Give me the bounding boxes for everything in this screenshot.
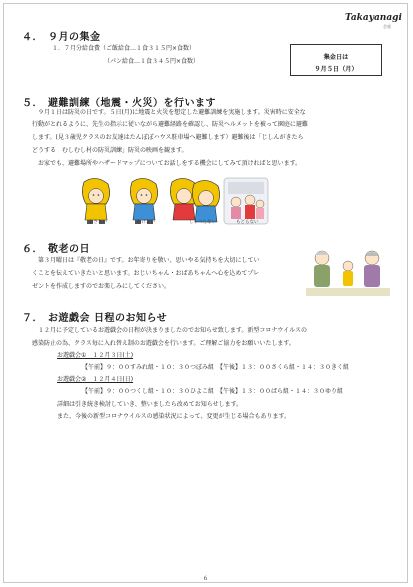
- section-7-heading: [22, 309, 167, 324]
- collection-date-label: 集金日は: [323, 54, 349, 61]
- collection-date-value: ９月５日（月）: [314, 66, 358, 73]
- lunch-fee-rice: １．７月分給食費（ご飯給食…１食３１５円×食数）: [52, 45, 196, 52]
- drill-text-line: どうする むしむし村の防災訓練」防災の映画を観ます。: [32, 147, 188, 154]
- recital-day2: お遊戯会② １２月４日(日): [57, 376, 134, 383]
- rule-caption: かけない: [137, 220, 155, 225]
- recital-day1-schedule: 【午前】９：００すみれ組・１０：３０つぼみ組 【午後】１３：００さくら組・１４：３０きく組: [82, 364, 350, 371]
- section-title: お遊戯会 日程のお知らせ: [48, 313, 168, 324]
- section-number: ５．: [22, 98, 43, 109]
- section-number: ６．: [22, 244, 43, 255]
- section-title: 避難訓練（地震・火災）を行います: [48, 98, 216, 109]
- page-number: ６: [202, 576, 209, 582]
- section-5-heading: [22, 94, 216, 109]
- recital-note-line: 詳細は引き続き検討していき、整いましたら改めてお知らせします。: [57, 401, 243, 408]
- section-6-heading: [22, 240, 90, 255]
- drill-text-line: ９月１日は防災の日です。５日(月)に地震と火災を想定した避難訓練を実施します。災害時に安全な: [32, 109, 306, 116]
- newsletter-page: [3, 3, 408, 583]
- children-hood-icon: [170, 178, 219, 222]
- recital-note-line: また、今後の新型コロナウイルスの感染状況によって、変更が生じる場合もあります。: [57, 413, 291, 420]
- grandparents-illustration: [304, 244, 392, 300]
- rule-caption: おさない: [89, 220, 107, 225]
- recital-text-line: １２月に予定しているお遊戯会の日程が決まりましたのでお知らせ致します。新型コロナウイルスの: [32, 327, 307, 334]
- drill-text-line: します。(見３歳児クラスのお友達はたんぽぽハウス駐車場へ避難します）避難後は「じしんがきたら: [32, 134, 304, 141]
- respect-aged-text-line: 第３月曜日は『敬老の日』です。お年寄りを敬い、思いやる気持ちを大切にしてい: [32, 257, 260, 264]
- section-number: ４．: [22, 32, 43, 43]
- section-4-heading: [22, 28, 101, 43]
- child-hood-icon: [82, 178, 109, 224]
- rule-caption: もどらない: [236, 220, 259, 225]
- logo-subtext: 会報: [383, 24, 391, 29]
- rule-caption: しゃべらない: [189, 220, 216, 225]
- recital-day2-schedule: 【午前】９：００つくし組・１０：３０ひよこ組 【午後】１３：００ばら組・１４：３０ゆり組: [82, 388, 344, 395]
- section-title: 敬老の日: [48, 244, 90, 255]
- respect-aged-text-line: ゼントを作成しますのでお楽しみにしてください。: [32, 283, 171, 290]
- recital-day1: お遊戯会① １２月３日(土): [57, 352, 134, 359]
- collection-date-box: [290, 44, 382, 76]
- school-logo: [345, 13, 402, 44]
- respect-aged-text-line: くことを伝えていきたいと思います。おじいちゃん・おばあちゃんへ心を込めてプレ: [32, 270, 260, 277]
- lunch-fee-bread: （パン給食…１食３４５円×食数）: [104, 58, 200, 65]
- section-number: ７．: [22, 313, 43, 324]
- evacuation-scene-icon: [224, 178, 268, 224]
- drill-text-line: 行動がとれるように、先生の指示に従いながら避難経路を確認し、防災ヘルメットを被って園庭に避難: [32, 121, 308, 128]
- child-hood-icon: [130, 178, 157, 224]
- section-title: ９月の集金: [48, 32, 101, 43]
- drill-text-line: お家でも、避難場所やハザードマップについてお話しをする機会にしてみて頂ければと思います。: [32, 160, 302, 167]
- recital-text-line: 感染防止の為、クラス毎に入れ替え制のお遊戯会を行います。ご理解ご協力をお願いいたします。: [32, 340, 295, 347]
- logo-text: Takayanagi: [345, 13, 402, 23]
